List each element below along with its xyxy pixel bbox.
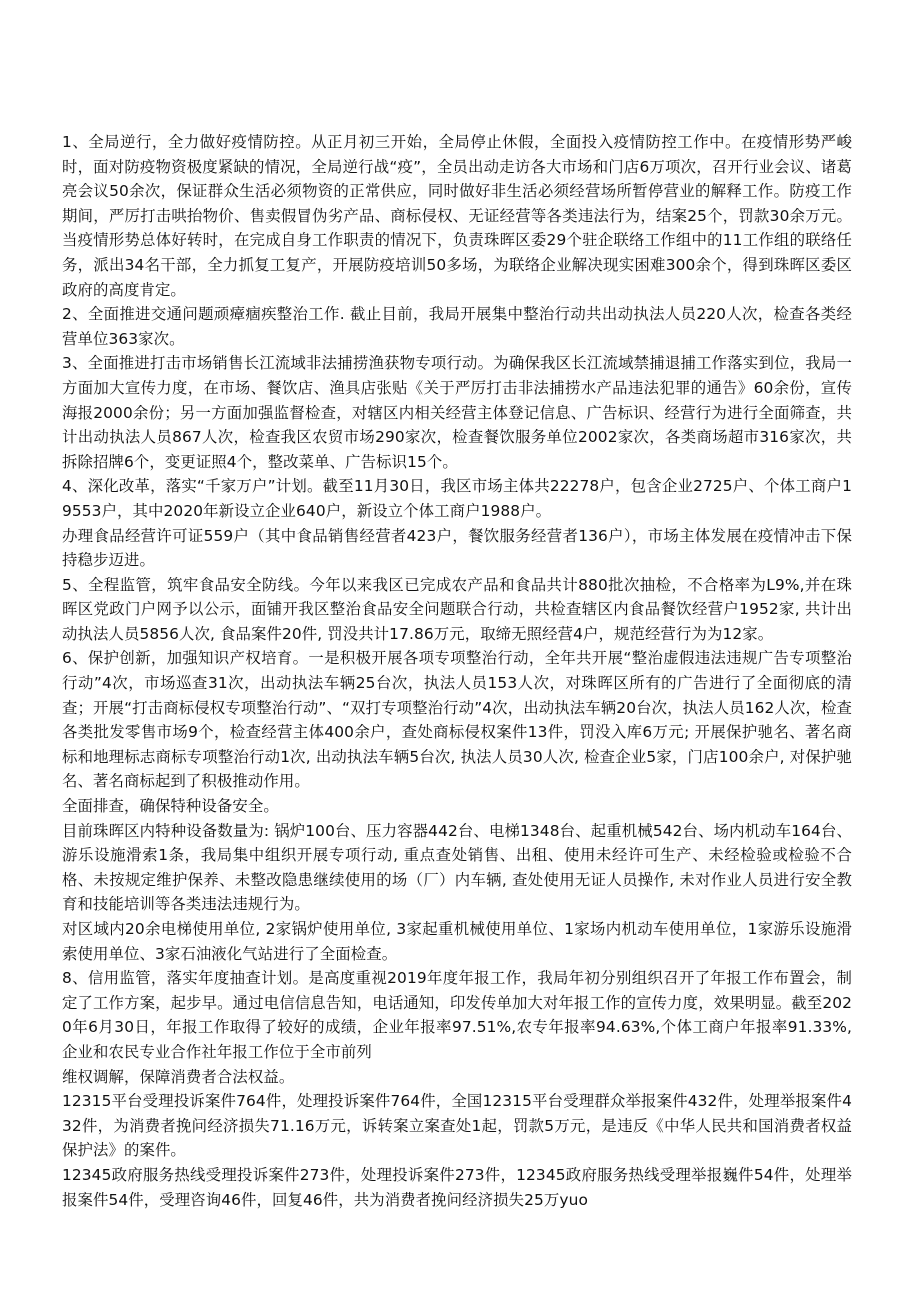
paragraph-epidemic-control: 1、全局逆行，全力做好疫情防控。从正月初三开始，全局停止休假，全面投入疫情防控工作中。在疫情形势严峻时，面对防疫物资极度紧缺的情况，全局逆行战“疫”，全员出动走访各大市场和门店6万项次，召开行业会议、诸葛亮会议50余次，保证群众生活必须物资的正常供应，同时做好非生活必须经营场所暂停营业的解释工作。防疫工作期间，严厉打击哄抬物价、售卖假冒伪劣产品、商标侵权、无证经营等各类违法行为，结案25个，罚款30余万元。当疫情形势总体好转时，在完成自身工作职责的情况下，负责珠晖区委29个驻企联络工作组中的11工作组的联络任务，派出34名干部，全力抓复工复产，开展防疫培训50多场，为联络企业解决现实困难300余个，得到珠晖区委区政府的高度肯定。: [62, 133, 852, 299]
paragraph-consumer-rights-heading: 维权调解，保障消费者合法权益。: [62, 1067, 295, 1086]
paragraph-special-equipment-count: 目前珠晖区内特种设备数量为: 锅炉100台、压力容器442台、电梯1348台、起重机械542台、场内机动车164台、游乐设施滑索1条，我局集中组织开展专项行动, 重点查处销售、出租、使用未经许可生产、未经检验或检验不合格、未按规定维护保养、未整改隐患继续使用的场（厂）内车辆, 查处使用无证人员操作, 未对作业人员进行安全教育和技能培训等各类违法违规行为。: [62, 821, 852, 914]
paragraph-traffic-rectification: 2、全面推进交通问题顽瘴痼疾整治工作. 截止目前，我局开展集中整治行动共出动执法人员220人次，检查各类经营单位363家次。: [62, 305, 852, 348]
paragraph-inspection-units: 对区域内20余电梯使用单位, 2家锅炉使用单位, 3家起重机械使用单位、1家场内机动车使用单位，1家游乐设施滑索使用单位、3家石油液化气站进行了全面检查。: [62, 920, 852, 963]
paragraph-reform-market-entities: 4、深化改革，落实“千家万户”计划。截至11月30日，我区市场主体共22278户，包含企业2725户、个体工商户19553户，其中2020年新设立企业640户，新设立个体工商户1988户。: [62, 477, 852, 520]
paragraph-food-license: 办理食品经营许可证559户（其中食品销售经营者423户，餐饮服务经营者136户），市场主体发展在疫情冲击下保持稳步迈进。: [62, 526, 852, 570]
paragraph-special-equipment-heading: 全面排查，确保特种设备安全。: [62, 797, 279, 816]
paragraph-food-safety: 5、全程监管，筑牢食品安全防线。今年以来我区已完成农产品和食品共计880批次抽检，不合格率为L9%,并在珠晖区党政门户网予以公示，面铺开我区整治食品安全问题联合行动，共检查辖区内食品餐饮经营户1952家, 共计出动执法人员5856人次, 食品案件20件, 罚没共计17.86万元，取缔无照经营4户，规范经营行为为12家。: [62, 575, 852, 643]
paragraph-credit-supervision: 8、信用监管，落实年度抽查计划。是高度重视2019年度年报工作，我局年初分别组织召开了年报工作布置会，制定了工作方案，起步早。通过电信信息告知，电话通知，印发传单加大对年报工作的宣传力度，效果明显。截至2020年6月30日，年报工作取得了较好的成绩，企业年报率97.51%,农专年报率94.63%,个体工商户年报率91.33%,企业和农民专业合作社年报工作位于全市前列: [62, 969, 852, 1061]
paragraph-yangtze-fishing: 3、全面推进打击市场销售长江流域非法捕捞渔获物专项行动。为确保我区长江流域禁捕退捕工作落实到位，我局一方面加大宣传力度，在市场、餐饮店、渔具店张贴《关于严厉打击非法捕捞水产品违法犯罪的通告》60余份，宣传海报2000余份；另一方面加强监督检查，对辖区内相关经营主体登记信息、广告标识、经营行为进行全面筛查，共计出动执法人员867人次，检查我区农贸市场290家次，检查餐饮服务单位2002家次，各类商场超市316家次，共拆除招牌6个，变更证照4个，整改菜单、广告标识15个。: [62, 354, 852, 471]
paragraph-ip-protection: 6、保护创新，加强知识产权培育。一是积极开展各项专项整治行动，全年共开展“整治虚假违法违规广告专项整治行动”4次，市场巡查31次，出动执法车辆25台次，执法人员153人次，对珠晖区所有的广告进行了全面彻底的清查；开展“打击商标侵权专项整治行动”、“双打专项整治行动”4次，出动执法车辆20台次，执法人员162人次，检查各类批发零售市场9个，检查经营主体400余户，查处商标侵权案件13件，罚没入库6万元; 开展保护驰名、著名商标和地理标志商标专项整治行动1次, 出动执法车辆5台次, 执法人员30人次, 检查企业5家，门店100余户, 对保护驰名、著名商标起到了积极推动作用。: [62, 649, 852, 791]
paragraph-12345-hotline: 12345政府服务热线受理投诉案件273件，处理投诉案件273件，12345政府服务热线受理举报巍件54件，处理举报案件54件，受理咨询46件，回复46件，共为消费者挽问经济损失25万yuo: [62, 1165, 852, 1209]
paragraph-12315-platform: 12315平台受理投诉案件764件，处理投诉案件764件，全国12315平台受理群众举报案件432件，处理举报案件432件，为消费者挽问经济损失71.16万元，诉转案立案查处1起，罚款5万元，是违反《中华人民共和国消费者权益保护法》的案件。: [62, 1092, 852, 1160]
document-body: [62, 130, 852, 1212]
